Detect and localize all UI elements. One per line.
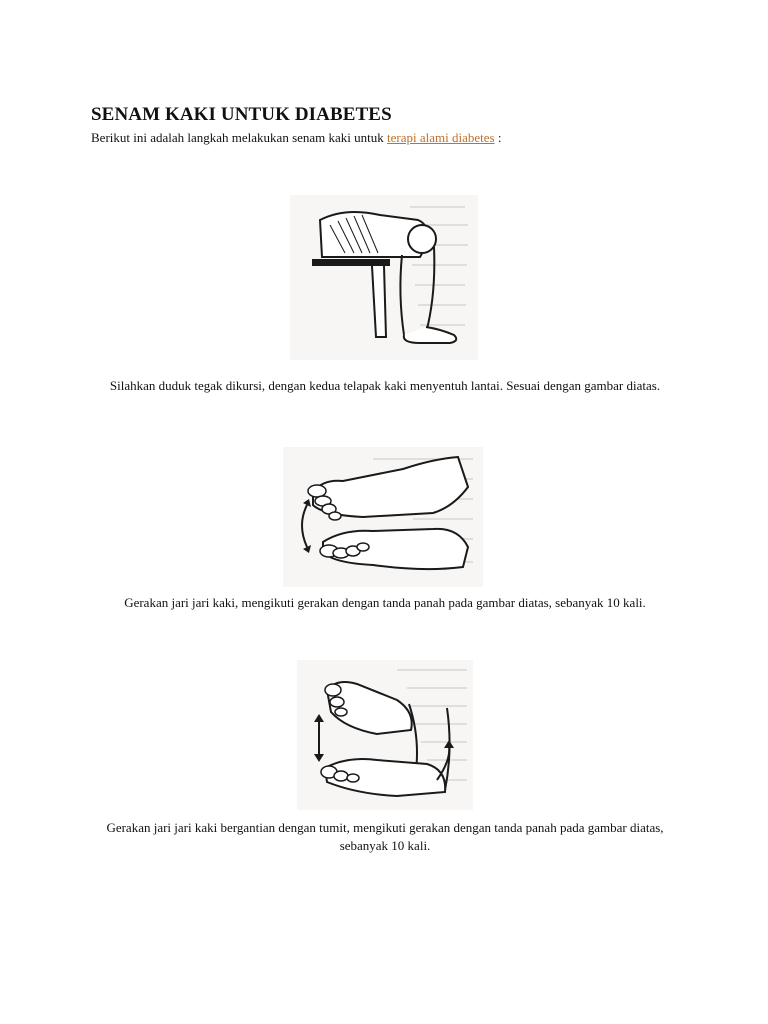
step-3-caption: Gerakan jari jari kaki bergantian dengan tumit, mengikuti gerakan dengan tanda panah pada gambar diatas, sebanyak 10 kali. [106,820,664,853]
page-title: SENAM KAKI UNTUK DIABETES [91,104,392,125]
step-1-caption: Silahkan duduk tegak dikursi, dengan kedua telapak kaki menyentuh lantai. Sesuai dengan gambar diatas. [109,378,661,393]
intro-paragraph [91,130,501,146]
intro-colon: : [494,130,502,145]
figure-toes-illustration [283,447,483,587]
terapi-link[interactable]: terapi alami diabetes [387,130,495,145]
figure-seated-illustration [290,195,478,360]
step-2-caption: Gerakan jari jari kaki, mengikuti gerakan dengan tanda panah pada gambar diatas, sebanyak 10 kali. [124,595,646,610]
intro-text: Berikut ini adalah langkah melakukan senam kaki untuk [91,130,388,145]
figure-heel-toe-illustration [297,660,473,810]
